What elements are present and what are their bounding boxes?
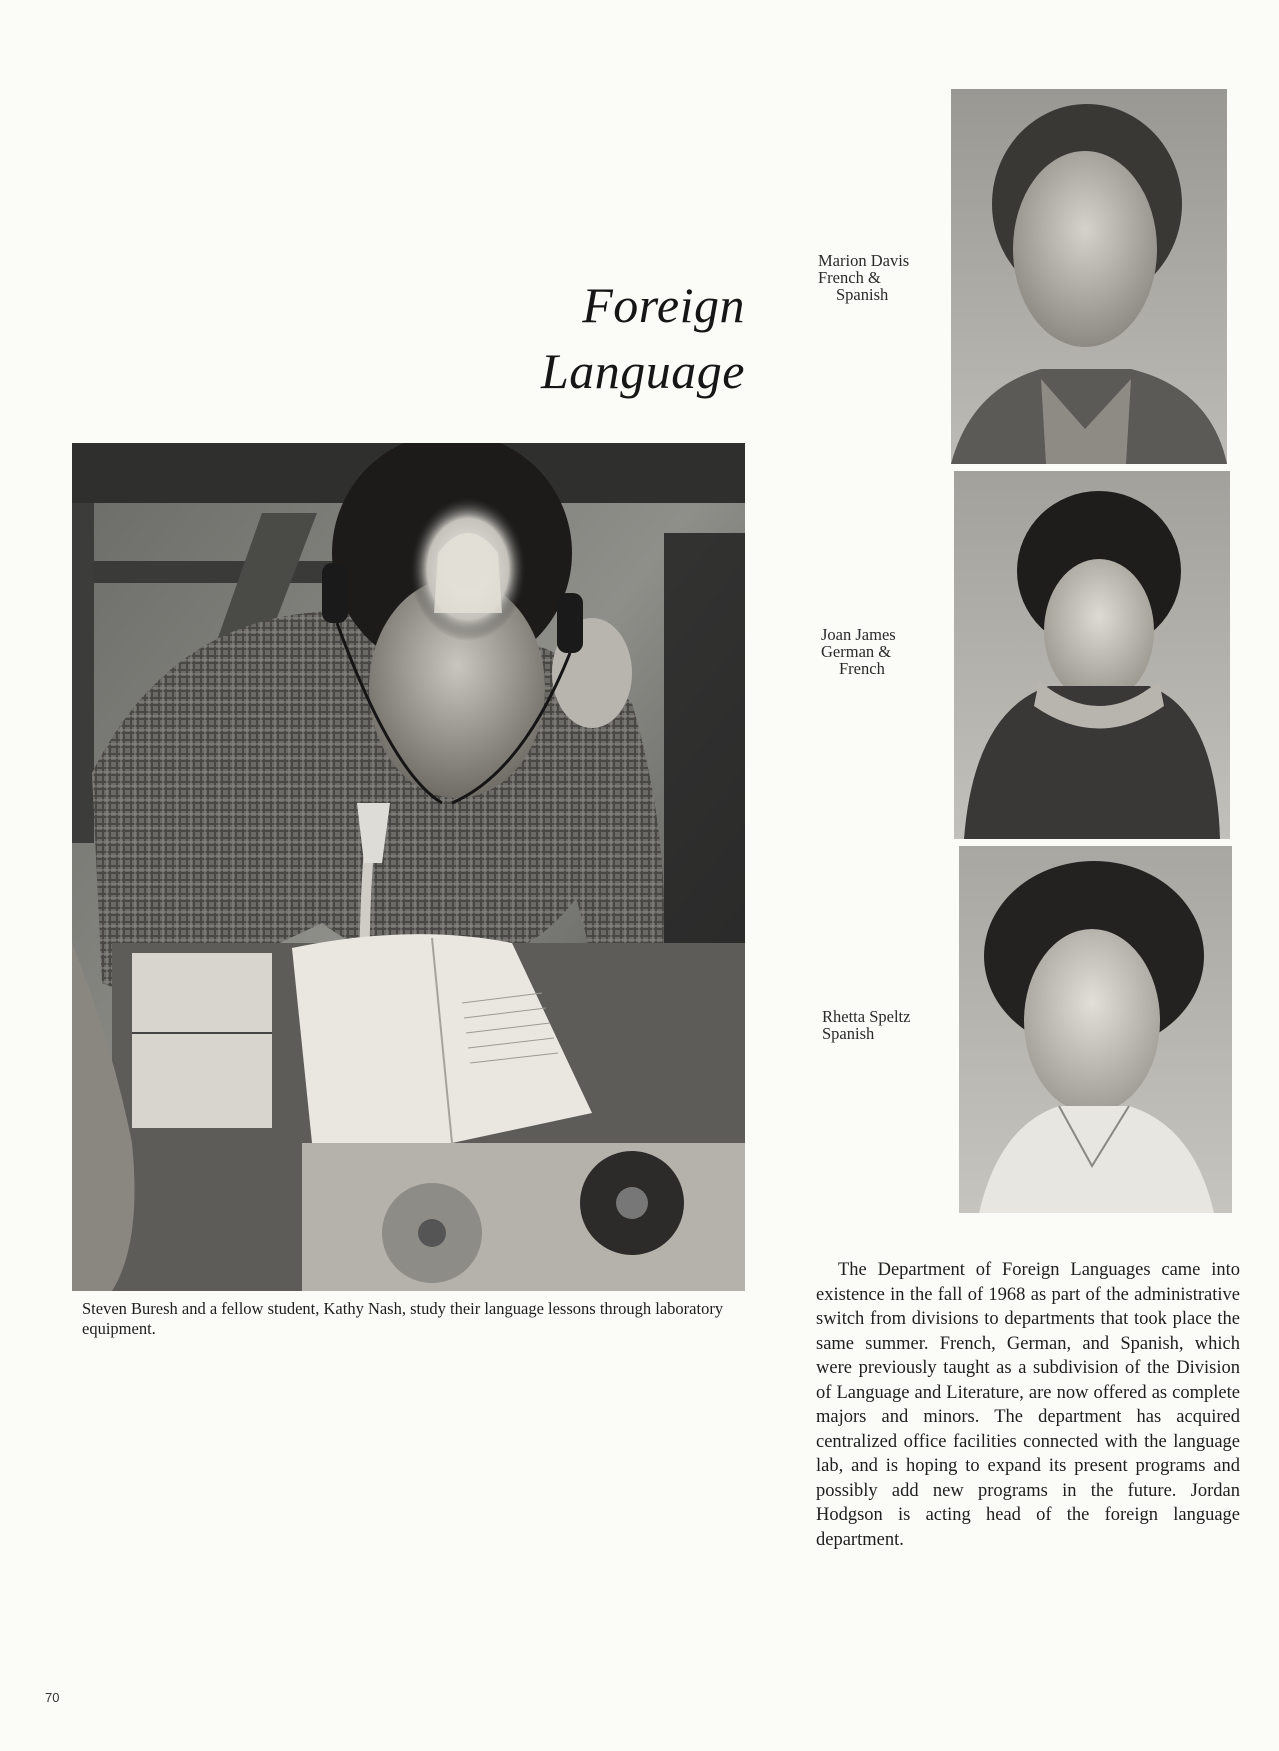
faculty-portrait-rhetta-speltz [959, 846, 1232, 1213]
page-title-line-2: Language [541, 343, 745, 399]
faculty-subject: German & [821, 642, 892, 661]
faculty-label-marion-davis [818, 252, 909, 303]
department-description-paragraph: The Department of Foreign Languages came into existence in the fall of 1968 as part of the administrative switch from divisions to departments that took place the same summer. French, German, and Spanish, which were previously taught as a subdivision of the Division of Language and Literature, are now offered as complete majors and minors. The department has acquired centralized office facilities connected with the language lab, and is hoping to expand its present programs and possibly add new programs in the future. Jordan Hodgson is acting head of the foreign language department. [816, 1260, 1240, 1550]
page-number: 70 [45, 1690, 60, 1705]
faculty-name: Marion Davis [818, 251, 910, 270]
faculty-name: Rhetta Speltz [822, 1007, 911, 1026]
faculty-subject: Spanish [822, 1024, 875, 1043]
language-lab-photo [72, 443, 745, 1291]
portrait-photo [959, 846, 1232, 1213]
faculty-name: Joan James [821, 625, 896, 644]
faculty-label-rhetta-speltz [822, 1008, 910, 1042]
faculty-portrait-marion-davis [951, 89, 1227, 464]
department-description [816, 1258, 1240, 1552]
portrait-photo [951, 89, 1227, 464]
faculty-subject: French & [818, 268, 881, 287]
faculty-label-joan-james [821, 626, 896, 677]
main-photo [72, 443, 745, 1291]
photo-caption: Steven Buresh and a fellow student, Kathy Nash, study their language lessons through laboratory equipment. [82, 1299, 724, 1338]
faculty-subject: French [839, 659, 885, 678]
faculty-portrait-joan-james [954, 471, 1230, 839]
page-title [541, 272, 745, 404]
page-title-line-1: Foreign [582, 277, 745, 333]
faculty-subject: Spanish [836, 285, 889, 304]
portrait-photo [954, 471, 1230, 839]
